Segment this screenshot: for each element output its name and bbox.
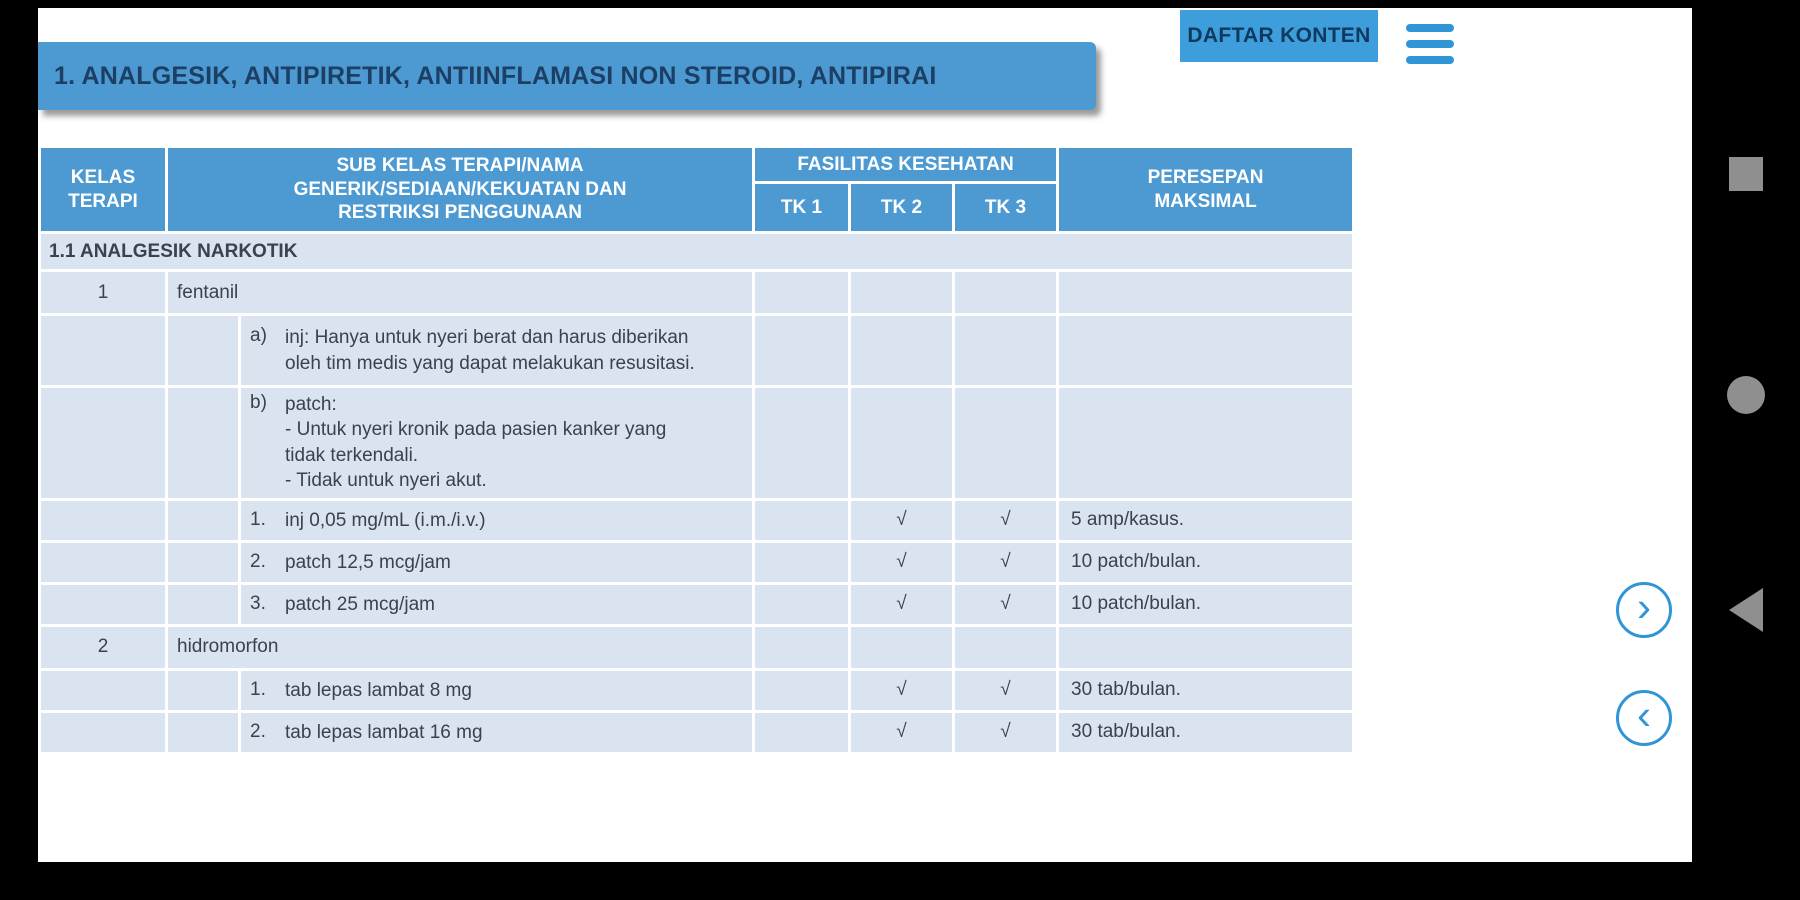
tk1-cell	[754, 625, 850, 669]
max-cell	[1058, 315, 1354, 387]
tk1-cell	[754, 669, 850, 711]
tk1-cell	[754, 271, 850, 315]
table-row-item	[40, 499, 1354, 541]
col-header-peresepan-maksimal	[1058, 147, 1354, 233]
col-header-tk1: TK 1	[754, 183, 850, 233]
table-header-row-1	[40, 147, 1354, 183]
chevron-left-icon: ‹	[1637, 691, 1651, 738]
item-marker: 1.	[250, 509, 266, 531]
tk2-cell	[850, 271, 954, 315]
restriction-line: oleh tim medis yang dapat melakukan resusitasi.	[285, 352, 695, 374]
tk2-check: √	[850, 541, 954, 583]
tk1-cell	[754, 541, 850, 583]
max-cell	[1058, 625, 1354, 669]
col-header-fasilitas-kesehatan: FASILITAS KESEHATAN	[754, 147, 1058, 183]
item-content	[241, 550, 752, 575]
fornas-table	[38, 145, 1355, 755]
tk3-check: √	[954, 541, 1058, 583]
chevron-right-icon: ›	[1637, 583, 1651, 630]
item-marker: 1.	[250, 679, 266, 701]
max-cell: 30 tab/bulan.	[1058, 711, 1354, 753]
back-triangle-icon	[1729, 588, 1763, 632]
tk2-cell	[850, 315, 954, 387]
chapter-title-banner	[38, 42, 1096, 110]
restriction-line: patch:	[285, 394, 337, 415]
item-text: patch 25 mcg/jam	[285, 593, 435, 615]
restriction-marker: b)	[250, 392, 267, 413]
section-title: 1.1 ANALGESIK NARKOTIK	[40, 233, 1354, 271]
kelas-cell	[40, 315, 167, 387]
header-line: RESTRIKSI PENGGUNAAN	[338, 202, 582, 224]
next-page-button[interactable]	[1616, 582, 1672, 638]
col-header-tk3: TK 3	[954, 183, 1058, 233]
tk3-check: √	[954, 669, 1058, 711]
header-line: GENERIK/SEDIAAN/KEKUATAN DAN	[293, 178, 627, 200]
table-row-drug	[40, 625, 1354, 669]
max-cell: 5 amp/kasus.	[1058, 499, 1354, 541]
max-cell: 10 patch/bulan.	[1058, 583, 1354, 625]
indent-cell	[167, 315, 240, 387]
table-header	[40, 147, 1354, 233]
col-header-tk2: TK 2	[850, 183, 954, 233]
tk3-cell	[954, 315, 1058, 387]
kelas-cell	[40, 499, 167, 541]
item-content	[241, 720, 752, 745]
item-text: patch 12,5 mcg/jam	[285, 551, 451, 573]
tk2-check: √	[850, 583, 954, 625]
tk2-check: √	[850, 711, 954, 753]
android-home-button[interactable]	[1721, 370, 1771, 420]
restriction-marker: a)	[250, 325, 267, 347]
android-navigation-bar	[1692, 0, 1800, 900]
tk3-check: √	[954, 711, 1058, 753]
square-icon	[1729, 157, 1763, 191]
item-cell	[240, 669, 754, 711]
header-line: MAKSIMAL	[1154, 190, 1257, 212]
item-content	[241, 508, 752, 533]
max-cell: 30 tab/bulan.	[1058, 669, 1354, 711]
android-back-button[interactable]	[1723, 582, 1769, 638]
max-cell	[1058, 271, 1354, 315]
header-line: KELAS	[70, 166, 136, 188]
table-row-item	[40, 583, 1354, 625]
drug-name-cell: fentanil	[167, 271, 754, 315]
restriction-text	[285, 392, 744, 494]
kelas-cell	[40, 669, 167, 711]
restriction-line: - Untuk nyeri kronik pada pasien kanker yang	[285, 419, 667, 441]
kelas-cell	[40, 387, 167, 500]
col-header-sub-kelas	[167, 147, 754, 233]
tk3-cell	[954, 271, 1058, 315]
table-row-section	[40, 233, 1354, 271]
indent-cell	[167, 583, 240, 625]
tk3-cell	[954, 387, 1058, 500]
hamburger-menu-button[interactable]	[1406, 24, 1454, 64]
table-row-item	[40, 541, 1354, 583]
indent-cell	[167, 499, 240, 541]
android-recents-button[interactable]	[1723, 151, 1769, 197]
restriction-text	[285, 325, 744, 376]
item-text: tab lepas lambat 8 mg	[285, 679, 472, 701]
app-screen	[38, 8, 1692, 862]
kelas-cell: 1	[40, 271, 167, 315]
tk1-cell	[754, 499, 850, 541]
table-row-restriction	[40, 387, 1354, 500]
max-cell	[1058, 387, 1354, 500]
kelas-cell: 2	[40, 625, 167, 669]
indent-cell	[167, 711, 240, 753]
item-cell	[240, 541, 754, 583]
indent-cell	[167, 669, 240, 711]
tk1-cell	[754, 711, 850, 753]
item-content	[241, 592, 752, 617]
kelas-cell	[40, 583, 167, 625]
header-line: TERAPI	[68, 190, 138, 212]
hamburger-bar-icon	[1406, 24, 1454, 32]
tk1-cell	[754, 583, 850, 625]
header-line: SUB KELAS TERAPI/NAMA	[336, 154, 584, 176]
restriction-content	[241, 388, 752, 498]
chapter-title: 1. ANALGESIK, ANTIPIRETIK, ANTIINFLAMASI NON STEROID, ANTIPIRAI	[54, 61, 937, 90]
daftar-konten-button[interactable]: DAFTAR KONTEN	[1180, 10, 1378, 62]
tk2-cell	[850, 387, 954, 500]
kelas-cell	[40, 541, 167, 583]
max-cell: 10 patch/bulan.	[1058, 541, 1354, 583]
item-marker: 3.	[250, 593, 266, 615]
item-marker: 2.	[250, 551, 266, 573]
tk3-cell	[954, 625, 1058, 669]
col-header-kelas-terapi	[40, 147, 167, 233]
item-content	[241, 678, 752, 703]
tk2-check: √	[850, 669, 954, 711]
table-row-item	[40, 711, 1354, 753]
tk1-cell	[754, 315, 850, 387]
drug-name-cell: hidromorfon	[167, 625, 754, 669]
item-text: tab lepas lambat 16 mg	[285, 721, 483, 743]
hamburger-bar-icon	[1406, 40, 1454, 48]
restriction-content	[241, 321, 752, 380]
item-cell	[240, 583, 754, 625]
indent-cell	[167, 387, 240, 500]
table-body	[40, 233, 1354, 754]
table-row-restriction	[40, 315, 1354, 387]
item-cell	[240, 711, 754, 753]
restriction-line: - Tidak untuk nyeri akut.	[285, 470, 487, 492]
item-cell	[240, 499, 754, 541]
circle-icon	[1727, 376, 1765, 414]
restriction-line: inj: Hanya untuk nyeri berat dan harus diberikan	[285, 327, 689, 349]
table-row-item	[40, 669, 1354, 711]
tk3-check: √	[954, 583, 1058, 625]
hamburger-bar-icon	[1406, 56, 1454, 64]
item-marker: 2.	[250, 721, 266, 743]
header-line: PERESEPAN	[1147, 166, 1264, 188]
restriction-cell	[240, 315, 754, 387]
previous-page-button[interactable]	[1616, 690, 1672, 746]
tk3-check: √	[954, 499, 1058, 541]
tk2-cell	[850, 625, 954, 669]
item-text: inj 0,05 mg/mL (i.m./i.v.)	[285, 509, 486, 531]
table-row-drug	[40, 271, 1354, 315]
tk2-check: √	[850, 499, 954, 541]
restriction-cell	[240, 387, 754, 500]
indent-cell	[167, 541, 240, 583]
restriction-line: tidak terkendali.	[285, 444, 419, 466]
kelas-cell	[40, 711, 167, 753]
tk1-cell	[754, 387, 850, 500]
